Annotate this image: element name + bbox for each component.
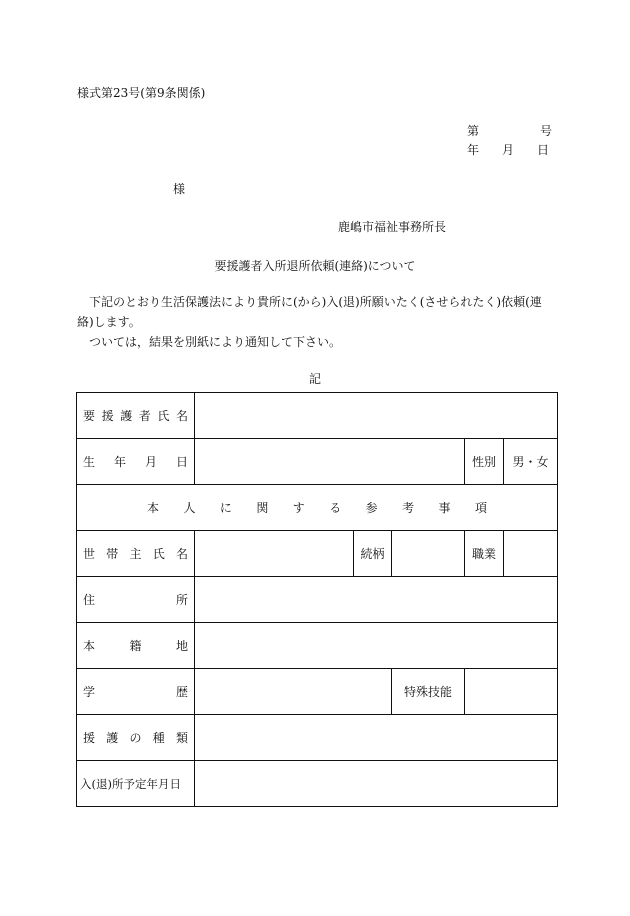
label-char: 帯 [106, 547, 119, 561]
reference-banner [77, 485, 558, 531]
body-paragraph-request: 下記のとおり生活保護法により貴所に(から)入(退)所願いたく(させられたく)依頼(連絡)します。 [77, 295, 542, 329]
row-domicile [77, 623, 558, 669]
form-number: 様式第23号(第9条関係) [77, 86, 206, 100]
label-char: 項 [474, 501, 487, 515]
addressee-suffix: 様 [173, 182, 186, 196]
row-address [77, 577, 558, 623]
label-char: 日 [175, 455, 188, 469]
date-month-label: 月 [501, 143, 514, 157]
label-char: 要 [83, 409, 96, 423]
education-field[interactable] [195, 669, 392, 715]
label-char: る [329, 501, 342, 515]
domicile-label [77, 623, 195, 669]
label-char: 世 [83, 547, 96, 561]
label-char: 氏 [157, 409, 170, 423]
label-char: 歴 [175, 685, 188, 699]
label-char: 本 [83, 639, 96, 653]
label-char: 護 [106, 731, 119, 745]
label-char: 参 [365, 501, 378, 515]
label-char: 所 [175, 593, 188, 607]
label-char: 関 [256, 501, 269, 515]
admission-date-label: 入(退)所予定年月日 [77, 761, 195, 807]
occupation-label: 職業 [465, 531, 504, 577]
label-char: 月 [144, 455, 157, 469]
relation-label: 続柄 [354, 531, 392, 577]
row-household [77, 531, 558, 577]
date-year-label: 年 [467, 143, 480, 157]
label-char: 年 [113, 455, 126, 469]
label-char: 援 [101, 409, 114, 423]
birth-date-field[interactable] [195, 439, 465, 485]
applicant-name-field[interactable] [195, 393, 558, 439]
household-head-field[interactable] [195, 531, 354, 577]
gender-field[interactable]: 男・女 [504, 439, 558, 485]
body-text [77, 292, 555, 352]
birth-date-label [77, 439, 195, 485]
label-char: 住 [83, 593, 96, 607]
ki-heading: 記 [308, 372, 321, 386]
applicant-name-label [77, 393, 195, 439]
date-day-label: 日 [536, 143, 549, 157]
date-line [467, 141, 549, 158]
label-char: 考 [402, 501, 415, 515]
label-char: の [129, 731, 142, 745]
label-char: 本 [147, 501, 160, 515]
label-char: す [292, 501, 305, 515]
label-char: 援 [83, 731, 96, 745]
label-char: 事 [438, 501, 451, 515]
label-char: 種 [152, 731, 165, 745]
address-field[interactable] [195, 577, 558, 623]
admission-date-field[interactable] [195, 761, 558, 807]
body-paragraph-notice: ついては，結果を別紙により通知して下さい。 [89, 335, 342, 349]
label-char: 類 [175, 731, 188, 745]
household-head-label [77, 531, 195, 577]
label-char: 地 [175, 639, 188, 653]
form-table [76, 392, 558, 807]
row-applicant-name [77, 393, 558, 439]
row-admission-date [77, 761, 558, 807]
relation-field[interactable] [392, 531, 465, 577]
sender: 鹿嶋市福祉事務所長 [338, 220, 447, 234]
document-number-suffix: 号 [540, 124, 553, 138]
domicile-field[interactable] [195, 623, 558, 669]
education-label [77, 669, 195, 715]
label-char: 籍 [129, 639, 142, 653]
label-char: 名 [175, 409, 188, 423]
label-char: 主 [129, 547, 142, 561]
row-birth-date [77, 439, 558, 485]
label-char: 生 [83, 455, 96, 469]
special-skills-label: 特殊技能 [392, 669, 465, 715]
label-char: 者 [138, 409, 151, 423]
label-char: 護 [120, 409, 133, 423]
label-char: 氏 [152, 547, 165, 561]
label-char: に [219, 501, 232, 515]
document-number-label: 第 [467, 124, 480, 138]
label-char: 名 [175, 547, 188, 561]
aid-type-label [77, 715, 195, 761]
row-aid-type [77, 715, 558, 761]
aid-type-field[interactable] [195, 715, 558, 761]
address-label [77, 577, 195, 623]
row-education [77, 669, 558, 715]
subject-title: 要援護者入所退所依頼(連絡)について [214, 259, 416, 273]
label-char: 人 [183, 501, 196, 515]
row-reference-banner [77, 485, 558, 531]
special-skills-field[interactable] [465, 669, 558, 715]
label-char: 学 [83, 685, 96, 699]
gender-label: 性別 [465, 439, 504, 485]
occupation-field[interactable] [504, 531, 558, 577]
